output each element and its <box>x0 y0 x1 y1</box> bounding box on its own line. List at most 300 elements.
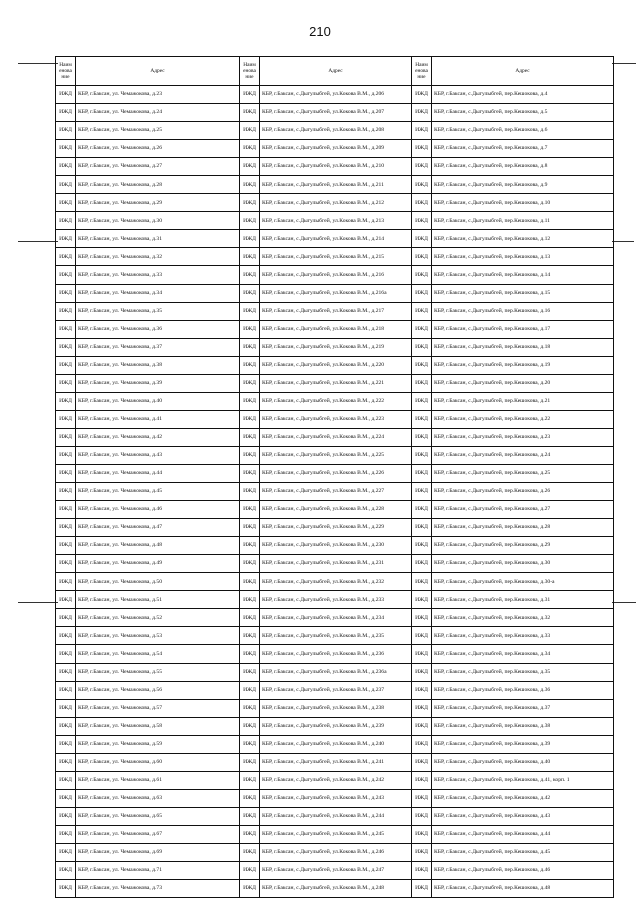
type-cell: ИЖД <box>240 645 260 663</box>
type-cell: ИЖД <box>56 212 76 230</box>
address-cell: КБР, г.Баксан, с.Дыгулыбгей, ул.Кокова В.М., д.247 <box>260 862 412 880</box>
type-cell: ИЖД <box>412 158 432 176</box>
address-cell: КБР, г.Баксан, с.Дыгулыбгей, пер.Кешокова, д.28 <box>432 519 614 537</box>
table-row <box>56 663 614 681</box>
type-cell: ИЖД <box>56 374 76 392</box>
address-cell: КБР, г.Баксан, ул. Чемажокова, д.39 <box>76 374 240 392</box>
address-cell: КБР, г.Баксан, с.Дыгулыбгей, ул.Кокова В.М., д.207 <box>260 104 412 122</box>
address-cell: КБР, г.Баксан, с.Дыгулыбгей, пер.Кешокова, д.24 <box>432 446 614 464</box>
address-cell: КБР, г.Баксан, ул. Чемажокова, д.53 <box>76 627 240 645</box>
address-cell: КБР, г.Баксан, ул. Чемажокова, д.41 <box>76 410 240 428</box>
type-cell: ИЖД <box>412 519 432 537</box>
address-cell: КБР, г.Баксан, с.Дыгулыбгей, пер.Кешокова, д.33 <box>432 627 614 645</box>
type-cell: ИЖД <box>56 302 76 320</box>
address-cell: КБР, г.Баксан, ул. Чемажокова, д.31 <box>76 230 240 248</box>
scan-line <box>612 241 634 242</box>
type-cell: ИЖД <box>412 699 432 717</box>
type-cell: ИЖД <box>240 789 260 807</box>
type-cell: ИЖД <box>412 537 432 555</box>
address-cell: КБР, г.Баксан, с.Дыгулыбгей, ул.Кокова В.М., д.226 <box>260 464 412 482</box>
type-cell: ИЖД <box>240 555 260 573</box>
address-cell: КБР, г.Баксан, с.Дыгулыбгей, ул.Кокова В.М., д.209 <box>260 140 412 158</box>
type-cell: ИЖД <box>56 573 76 591</box>
header-address-3: Адрес <box>432 57 614 86</box>
address-cell: КБР, г.Баксан, ул. Чемажокова, д.52 <box>76 609 240 627</box>
address-cell: КБР, г.Баксан, с.Дыгулыбгей, пер.Кешокова, д.46 <box>432 862 614 880</box>
type-cell: ИЖД <box>56 248 76 266</box>
address-cell: КБР, г.Баксан, с.Дыгулыбгей, ул.Кокова В.М., д.217 <box>260 302 412 320</box>
address-cell: КБР, г.Баксан, ул. Чемажокова, д.69 <box>76 843 240 861</box>
table-row <box>56 356 614 374</box>
type-cell: ИЖД <box>240 194 260 212</box>
type-cell: ИЖД <box>240 627 260 645</box>
type-cell: ИЖД <box>412 122 432 140</box>
type-cell: ИЖД <box>240 464 260 482</box>
type-cell: ИЖД <box>240 122 260 140</box>
address-cell: КБР, г.Баксан, ул. Чемажокова, д.34 <box>76 284 240 302</box>
header-type-2: Наим енова ние <box>240 57 260 86</box>
address-cell: КБР, г.Баксан, с.Дыгулыбгей, ул.Кокова В.М., д.234 <box>260 609 412 627</box>
table-row <box>56 862 614 880</box>
type-cell: ИЖД <box>412 248 432 266</box>
type-cell: ИЖД <box>240 825 260 843</box>
type-cell: ИЖД <box>56 176 76 194</box>
address-cell: КБР, г.Баксан, с.Дыгулыбгей, пер.Кешокова, д.7 <box>432 140 614 158</box>
table-row <box>56 374 614 392</box>
type-cell: ИЖД <box>56 825 76 843</box>
address-cell: КБР, г.Баксан, с.Дыгулыбгей, пер.Кешокова, д.44 <box>432 825 614 843</box>
type-cell: ИЖД <box>56 880 76 898</box>
table-row <box>56 320 614 338</box>
type-cell: ИЖД <box>240 609 260 627</box>
type-cell: ИЖД <box>412 266 432 284</box>
type-cell: ИЖД <box>240 862 260 880</box>
address-cell: КБР, г.Баксан, с.Дыгулыбгей, пер.Кешокова, д.6 <box>432 122 614 140</box>
table-row <box>56 789 614 807</box>
address-cell: КБР, г.Баксан, ул. Чемажокова, д.25 <box>76 122 240 140</box>
type-cell: ИЖД <box>412 374 432 392</box>
type-cell: ИЖД <box>412 446 432 464</box>
table-row <box>56 573 614 591</box>
scan-line <box>612 602 636 603</box>
address-cell: КБР, г.Баксан, с.Дыгулыбгей, пер.Кешокова, д.27 <box>432 501 614 519</box>
type-cell: ИЖД <box>412 862 432 880</box>
address-cell: КБР, г.Баксан, с.Дыгулыбгей, пер.Кешокова, д.45 <box>432 843 614 861</box>
address-cell: КБР, г.Баксан, с.Дыгулыбгей, ул.Кокова В.М., д.233 <box>260 591 412 609</box>
type-cell: ИЖД <box>56 681 76 699</box>
type-cell: ИЖД <box>56 771 76 789</box>
table-row <box>56 699 614 717</box>
address-cell: КБР, г.Баксан, с.Дыгулыбгей, пер.Кешокова, д.10 <box>432 194 614 212</box>
address-cell: КБР, г.Баксан, с.Дыгулыбгей, ул.Кокова В.М., д.212 <box>260 194 412 212</box>
address-cell: КБР, г.Баксан, с.Дыгулыбгей, пер.Кешокова, д.16 <box>432 302 614 320</box>
header-type-1: Наим енова ние <box>56 57 76 86</box>
address-cell: КБР, г.Баксан, с.Дыгулыбгей, ул.Кокова В.М., д.236а <box>260 663 412 681</box>
table-row <box>56 627 614 645</box>
table-row <box>56 501 614 519</box>
table-row <box>56 410 614 428</box>
address-cell: КБР, г.Баксан, ул. Чемажокова, д.33 <box>76 266 240 284</box>
address-cell: КБР, г.Баксан, ул. Чемажокова, д.67 <box>76 825 240 843</box>
address-cell: КБР, г.Баксан, ул. Чемажокова, д.58 <box>76 717 240 735</box>
type-cell: ИЖД <box>412 140 432 158</box>
address-cell: КБР, г.Баксан, ул. Чемажокова, д.63 <box>76 789 240 807</box>
type-cell: ИЖД <box>240 176 260 194</box>
type-cell: ИЖД <box>240 410 260 428</box>
address-cell: КБР, г.Баксан, с.Дыгулыбгей, пер.Кешокова, д.41, корп. 1 <box>432 771 614 789</box>
type-cell: ИЖД <box>56 122 76 140</box>
address-cell: КБР, г.Баксан, ул. Чемажокова, д.23 <box>76 86 240 104</box>
type-cell: ИЖД <box>240 537 260 555</box>
address-cell: КБР, г.Баксан, с.Дыгулыбгей, ул.Кокова В.М., д.221 <box>260 374 412 392</box>
address-cell: КБР, г.Баксан, ул. Чемажокова, д.49 <box>76 555 240 573</box>
address-cell: КБР, г.Баксан, с.Дыгулыбгей, пер.Кешокова, д.25 <box>432 464 614 482</box>
table-row <box>56 392 614 410</box>
address-cell: КБР, г.Баксан, ул. Чемажокова, д.50 <box>76 573 240 591</box>
type-cell: ИЖД <box>412 176 432 194</box>
type-cell: ИЖД <box>412 843 432 861</box>
address-cell: КБР, г.Баксан, с.Дыгулыбгей, пер.Кешокова, д.12 <box>432 230 614 248</box>
type-cell: ИЖД <box>412 302 432 320</box>
address-cell: КБР, г.Баксан, ул. Чемажокова, д.32 <box>76 248 240 266</box>
table-row <box>56 681 614 699</box>
type-cell: ИЖД <box>412 483 432 501</box>
type-cell: ИЖД <box>240 338 260 356</box>
type-cell: ИЖД <box>56 104 76 122</box>
address-cell: КБР, г.Баксан, с.Дыгулыбгей, пер.Кешокова, д.48 <box>432 880 614 898</box>
type-cell: ИЖД <box>56 284 76 302</box>
address-cell: КБР, г.Баксан, с.Дыгулыбгей, ул.Кокова В.М., д.239 <box>260 717 412 735</box>
table-row <box>56 122 614 140</box>
address-cell: КБР, г.Баксан, с.Дыгулыбгей, ул.Кокова В.М., д.211 <box>260 176 412 194</box>
type-cell: ИЖД <box>412 807 432 825</box>
address-cell: КБР, г.Баксан, с.Дыгулыбгей, пер.Кешокова, д.43 <box>432 807 614 825</box>
address-cell: КБР, г.Баксан, с.Дыгулыбгей, ул.Кокова В.М., д.213 <box>260 212 412 230</box>
type-cell: ИЖД <box>240 880 260 898</box>
address-cell: КБР, г.Баксан, ул. Чемажокова, д.44 <box>76 464 240 482</box>
address-cell: КБР, г.Баксан, с.Дыгулыбгей, пер.Кешокова, д.20 <box>432 374 614 392</box>
address-cell: КБР, г.Баксан, с.Дыгулыбгей, ул.Кокова В.М., д.235 <box>260 627 412 645</box>
type-cell: ИЖД <box>56 338 76 356</box>
table-row <box>56 464 614 482</box>
address-cell: КБР, г.Баксан, с.Дыгулыбгей, пер.Кешокова, д.30-а <box>432 573 614 591</box>
type-cell: ИЖД <box>56 140 76 158</box>
address-cell: КБР, г.Баксан, ул. Чемажокова, д.59 <box>76 735 240 753</box>
address-cell: КБР, г.Баксан, с.Дыгулыбгей, пер.Кешокова, д.38 <box>432 717 614 735</box>
address-cell: КБР, г.Баксан, ул. Чемажокова, д.65 <box>76 807 240 825</box>
type-cell: ИЖД <box>240 753 260 771</box>
address-cell: КБР, г.Баксан, ул. Чемажокова, д.40 <box>76 392 240 410</box>
header-address-2: Адрес <box>260 57 412 86</box>
type-cell: ИЖД <box>240 230 260 248</box>
address-cell: КБР, г.Баксан, с.Дыгулыбгей, ул.Кокова В.М., д.218 <box>260 320 412 338</box>
type-cell: ИЖД <box>412 789 432 807</box>
table-row <box>56 302 614 320</box>
scan-line <box>18 241 58 242</box>
type-cell: ИЖД <box>240 428 260 446</box>
table-row <box>56 771 614 789</box>
table-row <box>56 212 614 230</box>
scan-line <box>18 602 58 603</box>
address-cell: КБР, г.Баксан, ул. Чемажокова, д.38 <box>76 356 240 374</box>
table-row <box>56 843 614 861</box>
table-row <box>56 483 614 501</box>
table-row <box>56 338 614 356</box>
type-cell: ИЖД <box>240 140 260 158</box>
table-row <box>56 446 614 464</box>
address-cell: КБР, г.Баксан, ул. Чемажокова, д.24 <box>76 104 240 122</box>
table-row <box>56 591 614 609</box>
address-cell: КБР, г.Баксан, с.Дыгулыбгей, ул.Кокова В.М., д.210 <box>260 158 412 176</box>
address-cell: КБР, г.Баксан, с.Дыгулыбгей, ул.Кокова В.М., д.244 <box>260 807 412 825</box>
type-cell: ИЖД <box>56 645 76 663</box>
address-cell: КБР, г.Баксан, с.Дыгулыбгей, пер.Кешокова, д.40 <box>432 753 614 771</box>
type-cell: ИЖД <box>240 663 260 681</box>
type-cell: ИЖД <box>56 392 76 410</box>
type-cell: ИЖД <box>412 428 432 446</box>
address-cell: КБР, г.Баксан, ул. Чемажокова, д.47 <box>76 519 240 537</box>
table-header-row <box>56 57 614 86</box>
type-cell: ИЖД <box>240 735 260 753</box>
address-cell: КБР, г.Баксан, с.Дыгулыбгей, ул.Кокова В.М., д.208 <box>260 122 412 140</box>
table-row <box>56 880 614 898</box>
table-row <box>56 284 614 302</box>
address-cell: КБР, г.Баксан, ул. Чемажокова, д.61 <box>76 771 240 789</box>
address-cell: КБР, г.Баксан, с.Дыгулыбгей, ул.Кокова В.М., д.227 <box>260 483 412 501</box>
type-cell: ИЖД <box>56 789 76 807</box>
address-cell: КБР, г.Баксан, ул. Чемажокова, д.26 <box>76 140 240 158</box>
address-cell: КБР, г.Баксан, ул. Чемажокова, д.30 <box>76 212 240 230</box>
address-cell: КБР, г.Баксан, ул. Чемажокова, д.48 <box>76 537 240 555</box>
address-cell: КБР, г.Баксан, с.Дыгулыбгей, ул.Кокова В.М., д.228 <box>260 501 412 519</box>
type-cell: ИЖД <box>412 356 432 374</box>
address-cell: КБР, г.Баксан, с.Дыгулыбгей, ул.Кокова В.М., д.230 <box>260 537 412 555</box>
table-row <box>56 140 614 158</box>
type-cell: ИЖД <box>56 519 76 537</box>
type-cell: ИЖД <box>240 483 260 501</box>
address-cell: КБР, г.Баксан, с.Дыгулыбгей, пер.Кешокова, д.8 <box>432 158 614 176</box>
type-cell: ИЖД <box>412 573 432 591</box>
address-cell: КБР, г.Баксан, с.Дыгулыбгей, ул.Кокова В.М., д.237 <box>260 681 412 699</box>
address-cell: КБР, г.Баксан, с.Дыгулыбгей, ул.Кокова В.М., д.241 <box>260 753 412 771</box>
table-row <box>56 537 614 555</box>
table-row <box>56 555 614 573</box>
type-cell: ИЖД <box>240 320 260 338</box>
address-cell: КБР, г.Баксан, с.Дыгулыбгей, ул.Кокова В.М., д.225 <box>260 446 412 464</box>
table-row <box>56 519 614 537</box>
address-cell: КБР, г.Баксан, с.Дыгулыбгей, ул.Кокова В.М., д.243 <box>260 789 412 807</box>
type-cell: ИЖД <box>240 717 260 735</box>
address-cell: КБР, г.Баксан, с.Дыгулыбгей, пер.Кешокова, д.15 <box>432 284 614 302</box>
table-row <box>56 104 614 122</box>
type-cell: ИЖД <box>56 627 76 645</box>
type-cell: ИЖД <box>240 392 260 410</box>
type-cell: ИЖД <box>240 212 260 230</box>
type-cell: ИЖД <box>56 555 76 573</box>
address-cell: КБР, г.Баксан, с.Дыгулыбгей, пер.Кешокова, д.31 <box>432 591 614 609</box>
type-cell: ИЖД <box>56 194 76 212</box>
address-cell: КБР, г.Баксан, с.Дыгулыбгей, ул.Кокова В.М., д.238 <box>260 699 412 717</box>
address-cell: КБР, г.Баксан, с.Дыгулыбгей, ул.Кокова В.М., д.222 <box>260 392 412 410</box>
table-row <box>56 428 614 446</box>
address-cell: КБР, г.Баксан, ул. Чемажокова, д.60 <box>76 753 240 771</box>
address-cell: КБР, г.Баксан, с.Дыгулыбгей, пер.Кешокова, д.4 <box>432 86 614 104</box>
type-cell: ИЖД <box>56 356 76 374</box>
type-cell: ИЖД <box>56 86 76 104</box>
address-cell: КБР, г.Баксан, с.Дыгулыбгей, ул.Кокова В.М., д.229 <box>260 519 412 537</box>
address-cell: КБР, г.Баксан, с.Дыгулыбгей, ул.Кокова В.М., д.223 <box>260 410 412 428</box>
address-cell: КБР, г.Баксан, с.Дыгулыбгей, ул.Кокова В.М., д.232 <box>260 573 412 591</box>
address-cell: КБР, г.Баксан, с.Дыгулыбгей, ул.Кокова В.М., д.215 <box>260 248 412 266</box>
scan-line <box>612 63 636 64</box>
table-row <box>56 230 614 248</box>
type-cell: ИЖД <box>412 880 432 898</box>
address-cell: КБР, г.Баксан, с.Дыгулыбгей, пер.Кешокова, д.30 <box>432 555 614 573</box>
address-cell: КБР, г.Баксан, с.Дыгулыбгей, ул.Кокова В.М., д.246 <box>260 843 412 861</box>
type-cell: ИЖД <box>240 501 260 519</box>
table-row <box>56 158 614 176</box>
type-cell: ИЖД <box>412 717 432 735</box>
address-cell: КБР, г.Баксан, с.Дыгулыбгей, пер.Кешокова, д.17 <box>432 320 614 338</box>
table-row <box>56 825 614 843</box>
type-cell: ИЖД <box>240 266 260 284</box>
type-cell: ИЖД <box>412 86 432 104</box>
type-cell: ИЖД <box>412 464 432 482</box>
address-cell: КБР, г.Баксан, с.Дыгулыбгей, ул.Кокова В.М., д.242 <box>260 771 412 789</box>
type-cell: ИЖД <box>412 771 432 789</box>
address-cell: КБР, г.Баксан, с.Дыгулыбгей, ул.Кокова В.М., д.216 <box>260 266 412 284</box>
type-cell: ИЖД <box>412 663 432 681</box>
type-cell: ИЖД <box>240 843 260 861</box>
type-cell: ИЖД <box>412 753 432 771</box>
address-cell: КБР, г.Баксан, с.Дыгулыбгей, пер.Кешокова, д.42 <box>432 789 614 807</box>
type-cell: ИЖД <box>412 194 432 212</box>
address-cell: КБР, г.Баксан, ул. Чемажокова, д.45 <box>76 483 240 501</box>
address-cell: КБР, г.Баксан, с.Дыгулыбгей, ул.Кокова В.М., д.236 <box>260 645 412 663</box>
type-cell: ИЖД <box>56 609 76 627</box>
type-cell: ИЖД <box>412 681 432 699</box>
type-cell: ИЖД <box>56 464 76 482</box>
header-type-3: Наим енова ние <box>412 57 432 86</box>
type-cell: ИЖД <box>240 302 260 320</box>
address-cell: КБР, г.Баксан, с.Дыгулыбгей, пер.Кешокова, д.39 <box>432 735 614 753</box>
address-cell: КБР, г.Баксан, ул. Чемажокова, д.51 <box>76 591 240 609</box>
type-cell: ИЖД <box>412 645 432 663</box>
type-cell: ИЖД <box>412 735 432 753</box>
address-cell: КБР, г.Баксан, с.Дыгулыбгей, ул.Кокова В.М., д.219 <box>260 338 412 356</box>
type-cell: ИЖД <box>56 843 76 861</box>
type-cell: ИЖД <box>412 627 432 645</box>
type-cell: ИЖД <box>56 230 76 248</box>
type-cell: ИЖД <box>412 825 432 843</box>
type-cell: ИЖД <box>56 320 76 338</box>
type-cell: ИЖД <box>56 428 76 446</box>
address-cell: КБР, г.Баксан, с.Дыгулыбгей, пер.Кешокова, д.14 <box>432 266 614 284</box>
type-cell: ИЖД <box>412 392 432 410</box>
address-cell: КБР, г.Баксан, с.Дыгулыбгей, пер.Кешокова, д.37 <box>432 699 614 717</box>
address-cell: КБР, г.Баксан, с.Дыгулыбгей, пер.Кешокова, д.32 <box>432 609 614 627</box>
address-cell: КБР, г.Баксан, с.Дыгулыбгей, пер.Кешокова, д.36 <box>432 681 614 699</box>
type-cell: ИЖД <box>412 591 432 609</box>
address-cell: КБР, г.Баксан, ул. Чемажокова, д.35 <box>76 302 240 320</box>
address-cell: КБР, г.Баксан, с.Дыгулыбгей, пер.Кешокова, д.5 <box>432 104 614 122</box>
type-cell: ИЖД <box>56 410 76 428</box>
scan-line <box>18 63 58 64</box>
type-cell: ИЖД <box>240 681 260 699</box>
address-cell: КБР, г.Баксан, ул. Чемажокова, д.42 <box>76 428 240 446</box>
address-cell: КБР, г.Баксан, с.Дыгулыбгей, пер.Кешокова, д.21 <box>432 392 614 410</box>
type-cell: ИЖД <box>240 248 260 266</box>
table-row <box>56 753 614 771</box>
table-row <box>56 248 614 266</box>
type-cell: ИЖД <box>56 266 76 284</box>
type-cell: ИЖД <box>240 807 260 825</box>
address-cell: КБР, г.Баксан, ул. Чемажокова, д.36 <box>76 320 240 338</box>
address-cell: КБР, г.Баксан, с.Дыгулыбгей, ул.Кокова В.М., д.224 <box>260 428 412 446</box>
type-cell: ИЖД <box>412 284 432 302</box>
address-cell: КБР, г.Баксан, с.Дыгулыбгей, пер.Кешокова, д.26 <box>432 483 614 501</box>
type-cell: ИЖД <box>412 410 432 428</box>
table-row <box>56 717 614 735</box>
type-cell: ИЖД <box>240 591 260 609</box>
address-cell: КБР, г.Баксан, с.Дыгулыбгей, ул.Кокова В.М., д.214 <box>260 230 412 248</box>
type-cell: ИЖД <box>240 104 260 122</box>
type-cell: ИЖД <box>240 771 260 789</box>
type-cell: ИЖД <box>412 338 432 356</box>
address-cell: КБР, г.Баксан, с.Дыгулыбгей, ул.Кокова В.М., д.220 <box>260 356 412 374</box>
table-row <box>56 735 614 753</box>
type-cell: ИЖД <box>56 158 76 176</box>
address-cell: КБР, г.Баксан, с.Дыгулыбгей, ул.Кокова В.М., д.216а <box>260 284 412 302</box>
type-cell: ИЖД <box>240 699 260 717</box>
type-cell: ИЖД <box>56 717 76 735</box>
address-cell: КБР, г.Баксан, ул. Чемажокова, д.73 <box>76 880 240 898</box>
type-cell: ИЖД <box>240 356 260 374</box>
address-cell: КБР, г.Баксан, с.Дыгулыбгей, пер.Кешокова, д.19 <box>432 356 614 374</box>
address-register-table <box>55 56 614 898</box>
type-cell: ИЖД <box>56 753 76 771</box>
address-cell: КБР, г.Баксан, ул. Чемажокова, д.55 <box>76 663 240 681</box>
address-cell: КБР, г.Баксан, с.Дыгулыбгей, ул.Кокова В.М., д.245 <box>260 825 412 843</box>
type-cell: ИЖД <box>56 862 76 880</box>
type-cell: ИЖД <box>56 501 76 519</box>
type-cell: ИЖД <box>412 555 432 573</box>
address-cell: КБР, г.Баксан, с.Дыгулыбгей, ул.Кокова В.М., д.231 <box>260 555 412 573</box>
type-cell: ИЖД <box>412 320 432 338</box>
type-cell: ИЖД <box>56 699 76 717</box>
type-cell: ИЖД <box>240 573 260 591</box>
type-cell: ИЖД <box>56 446 76 464</box>
page-number: 210 <box>309 24 331 39</box>
table-row <box>56 609 614 627</box>
type-cell: ИЖД <box>240 86 260 104</box>
type-cell: ИЖД <box>412 230 432 248</box>
type-cell: ИЖД <box>56 483 76 501</box>
address-cell: КБР, г.Баксан, ул. Чемажокова, д.57 <box>76 699 240 717</box>
address-cell: КБР, г.Баксан, ул. Чемажокова, д.29 <box>76 194 240 212</box>
address-cell: КБР, г.Баксан, ул. Чемажокова, д.54 <box>76 645 240 663</box>
table-row <box>56 194 614 212</box>
type-cell: ИЖД <box>240 284 260 302</box>
address-cell: КБР, г.Баксан, с.Дыгулыбгей, пер.Кешокова, д.35 <box>432 663 614 681</box>
table-body <box>56 86 614 898</box>
type-cell: ИЖД <box>240 158 260 176</box>
table-row <box>56 86 614 104</box>
address-cell: КБР, г.Баксан, с.Дыгулыбгей, ул.Кокова В.М., д.248 <box>260 880 412 898</box>
address-cell: КБР, г.Баксан, ул. Чемажокова, д.28 <box>76 176 240 194</box>
table-row <box>56 645 614 663</box>
type-cell: ИЖД <box>240 519 260 537</box>
